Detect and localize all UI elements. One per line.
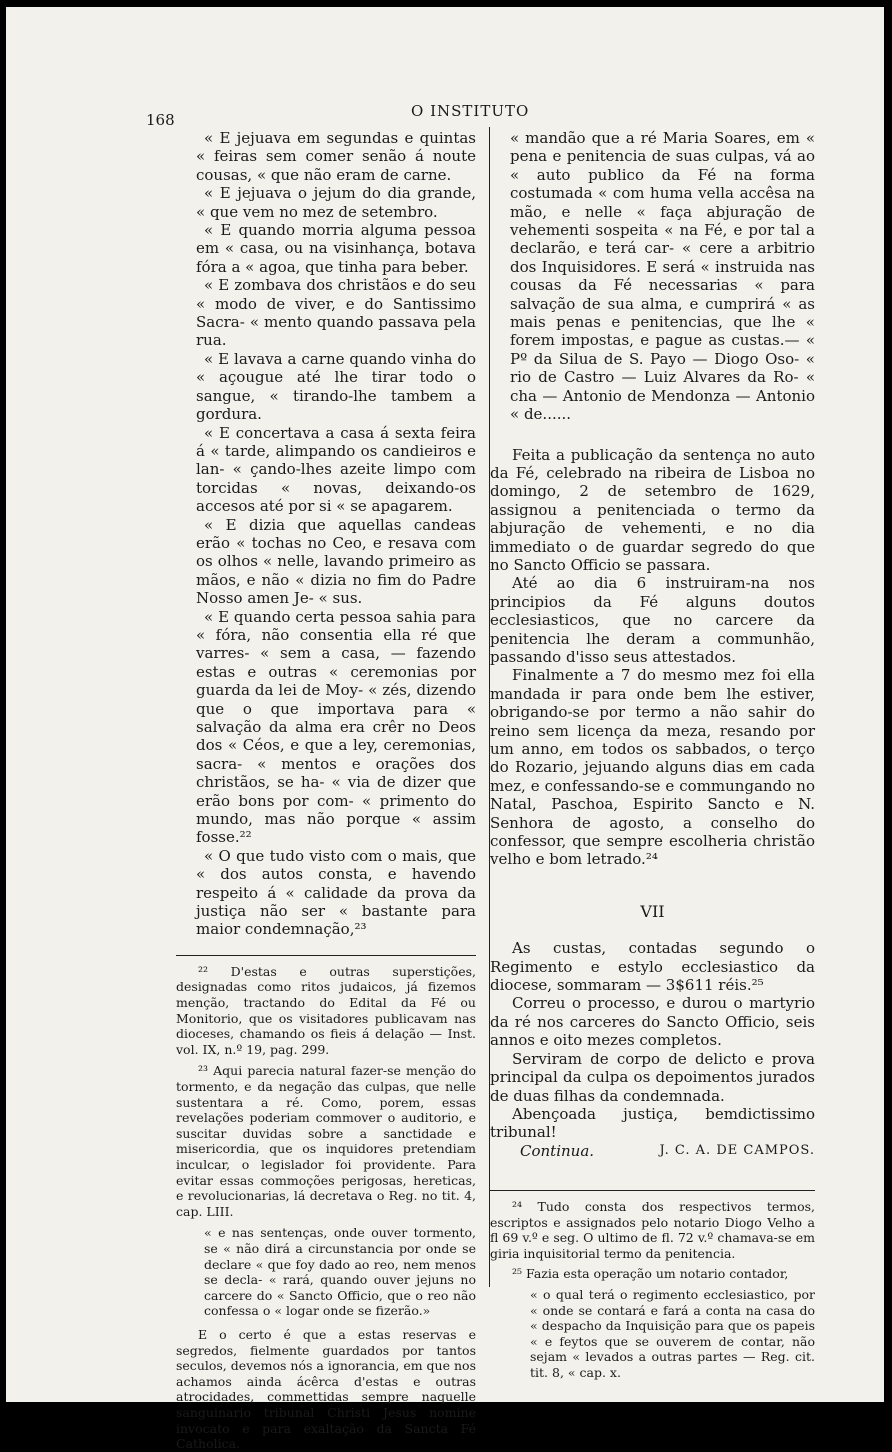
footnote-separator (176, 955, 476, 956)
body-paragraph: Correu o processo, e durou o martyrio da ré nos carceres do Sancto Officio, seis annos e oito mezes completos. (490, 994, 815, 1050)
quote-paragraph: « E dizia que aquellas candeas erão « tochas no Ceo, e resava com os olhos « nelle, lavando primeiro as mãos, e não « dizia no fim do Padre Nosso amen Je- « sus. (196, 515, 476, 608)
quote-paragraph: « E quando certa pessoa sahia para « fóra, não consentia ella ré que varres- « sem a casa, — fazendo estas e outras « ceremonias por guarda da lei de Moy- « zés, dizendo que o que importava para « salvação da alma era crêr no Deos dos « Céos, e que a ley, ceremonias, sacra- « mentos e orações dos christãos, se ha- « via de dizer que erão bons por com- « primento do mundo, mas não porque « assim fosse.²² (196, 607, 476, 847)
quote-paragraph: « E concertava a casa á sexta feira á « tarde, alimpando os candieiros e lan- « çando-lhes azeite limpo com torcidas « novas, deixando-os accesos até por si « se apagarem. (196, 423, 476, 516)
quote-paragraph: « E jejuava em segundas e quintas « feiras sem comer senão á noute cousas, « que não eram de carne. (196, 129, 476, 184)
quote-paragraph: « E quando morria alguma pessoa em « casa, ou na visinhança, botava fóra a « agoa, que tinha para beber. (196, 221, 476, 276)
body-paragraph: Feita a publicação da sentença no auto da Fé, celebrado na ribeira de Lisboa no domingo, 2 de setembro de 1629, assignou a penitenciada o termo da abjuração de vehementi, e no dia immediato o de guardar segredo do que no Sancto Officio se passara. (490, 445, 815, 574)
body-paragraph: Serviram de corpo de delicto e prova principal da culpa os depoimentos jurados de duas filhas da condemnada. (490, 1049, 815, 1105)
body-paragraph: Finalmente a 7 do mesmo mez foi ella mandada ir para onde bem lhe estiver, obrigando-se por termo a não sahir do reino sem licença da meza, resando por um anno, em todos os sabbados, o terço do Rozario, jejuando alguns dias em cada mez, e confessando-se e commungando no Natal, Paschoa, Espirito Sancto e N. Senhora de agosto, a conselho do confessor, que sempre escolheria christão velho e bom letrado.²⁴ (490, 666, 815, 869)
quote-paragraph: « E zombava dos christãos e do seu « modo de viver, e do Santissimo Sacra- « mento quando passava pela rua. (196, 276, 476, 350)
footnote-23: ²³ Aqui parecia natural fazer-se menção do tormento, e da negação das culpas, que nelle sustentara a ré. Como, porem, essas revelações poderiam commover o auditorio, e suscitar duvidas sobre a sanctidade e misericordia, que os inquidores pretendiam inculcar, o legislador foi providente. Para evitar essas commoções perigosas, hereticas, e revolucionarias, lá decretava o Reg. no tit. 4, cap. LIII. (176, 1063, 476, 1219)
footnote-separator (490, 1190, 815, 1191)
author-name: J. C. A. DE CAMPOS. (659, 1142, 815, 1158)
footnote-quote: « o qual terá o regimento ecclesiastico, por « onde se contará e fará a conta na casa do « despacho da Inquisição para que os papeis « e feytos que se ouverem de contar, não sejam « levados a outras partes — Reg. cit. tit. 8, « cap. x. (530, 1287, 815, 1381)
exclamation: Abençoada justiça, bemdictissimo tribunal! (490, 1104, 815, 1142)
footnote-commentary: E o certo é que a estas reservas e segredos, fielmente guardados por tantos seculos, devemos nós a ignorancia, em que nos achamos ainda ácêrca d'estas e outras atrocidades, commettidas sempre naquelle sanguinario tribunal Christi Jesus nomine invocato e para exaltação da Sancta Fé Catholica. (176, 1326, 476, 1452)
footnote-22: ²² D'estas e outras superstições, designadas como ritos judaicos, já fizemos menção, tractando do Edital da Fé ou Monitorio, que os visitadores publicavam nas dioceses, chamando os fieis á delação — Inst. vol. IX, n.º 19, pag. 299. (176, 963, 476, 1057)
sentence-quote: « mandão que a ré Maria Soares, em « pena e penitencia de suas culpas, vá ao « auto publico da Fé na forma costumada « com huma vella accêsa na mão, e nelle « faça abjuração de vehementi sospeita « na Fé, e por tal a declarão, e terá car- « cere a arbitrio dos Inquisidores. E será « instruida nas cousas da Fé necessarias « para salvação de sua alma, e cumprirá « as mais penas e penitencias, que lhe « forem impostas, e pague as custas.— « Pº da Silua de S. Payo — Diogo Oso- « rio de Castro — Luiz Alvares da Ro- « cha — Antonio de Mendonza — Antonio « de...... (510, 129, 815, 424)
footnote-24: ²⁴ Tudo consta dos respectivos termos, escriptos e assignados pelo notario Diogo Velho a fl 69 v.º e seg. O ultimo de fl. 72 v.º chamava-se em giria inquisitorial termo da penitencia. (490, 1199, 815, 1261)
left-column (176, 129, 476, 1452)
footnote-25: ²⁵ Fazia esta operação um notario contador, (512, 1265, 789, 1281)
footnote-quote: « e nas sentenças, onde ouver tormento, se « não dirá a circunstancia por onde se declare « que foy dado ao reo, nem menos se decla- « rará, quando ouver jejuns no carcere do « Sancto Officio, que o reo não confessa o « logar onde se fizerão.» (204, 1225, 476, 1319)
continua-label: Continua. (520, 1141, 595, 1160)
right-column (490, 129, 815, 1381)
book-page (6, 7, 884, 1452)
running-title: O INSTITUTO (411, 102, 530, 120)
quote-paragraph: « E jejuava o jejum do dia grande, « que vem no mez de setembro. (196, 184, 476, 221)
page-number: 168 (146, 111, 175, 129)
quote-paragraph: « O que tudo visto com o mais, que « dos autos consta, e havendo respeito á « calidade da prova da justiça não ser « bastante para maior condemnação,²³ (196, 846, 476, 939)
signature-line (490, 1142, 815, 1160)
section-heading: VII (640, 901, 665, 921)
spacer (490, 424, 815, 446)
body-paragraph: As custas, contadas segundo o Regimento e estylo ecclesiastico da diocese, sommaram — 3$611 réis.²⁵ (490, 939, 815, 995)
quote-paragraph: « E lavava a carne quando vinha do « açougue até lhe tirar todo o sangue, « tirando-lhe tambem a gordura. (196, 349, 476, 424)
body-paragraph: Até ao dia 6 instruiram-na nos principios da Fé alguns doutos ecclesiasticos, que no carcere da penitencia lhe deram a communhão, passando d'isso seus attestados. (490, 574, 815, 666)
